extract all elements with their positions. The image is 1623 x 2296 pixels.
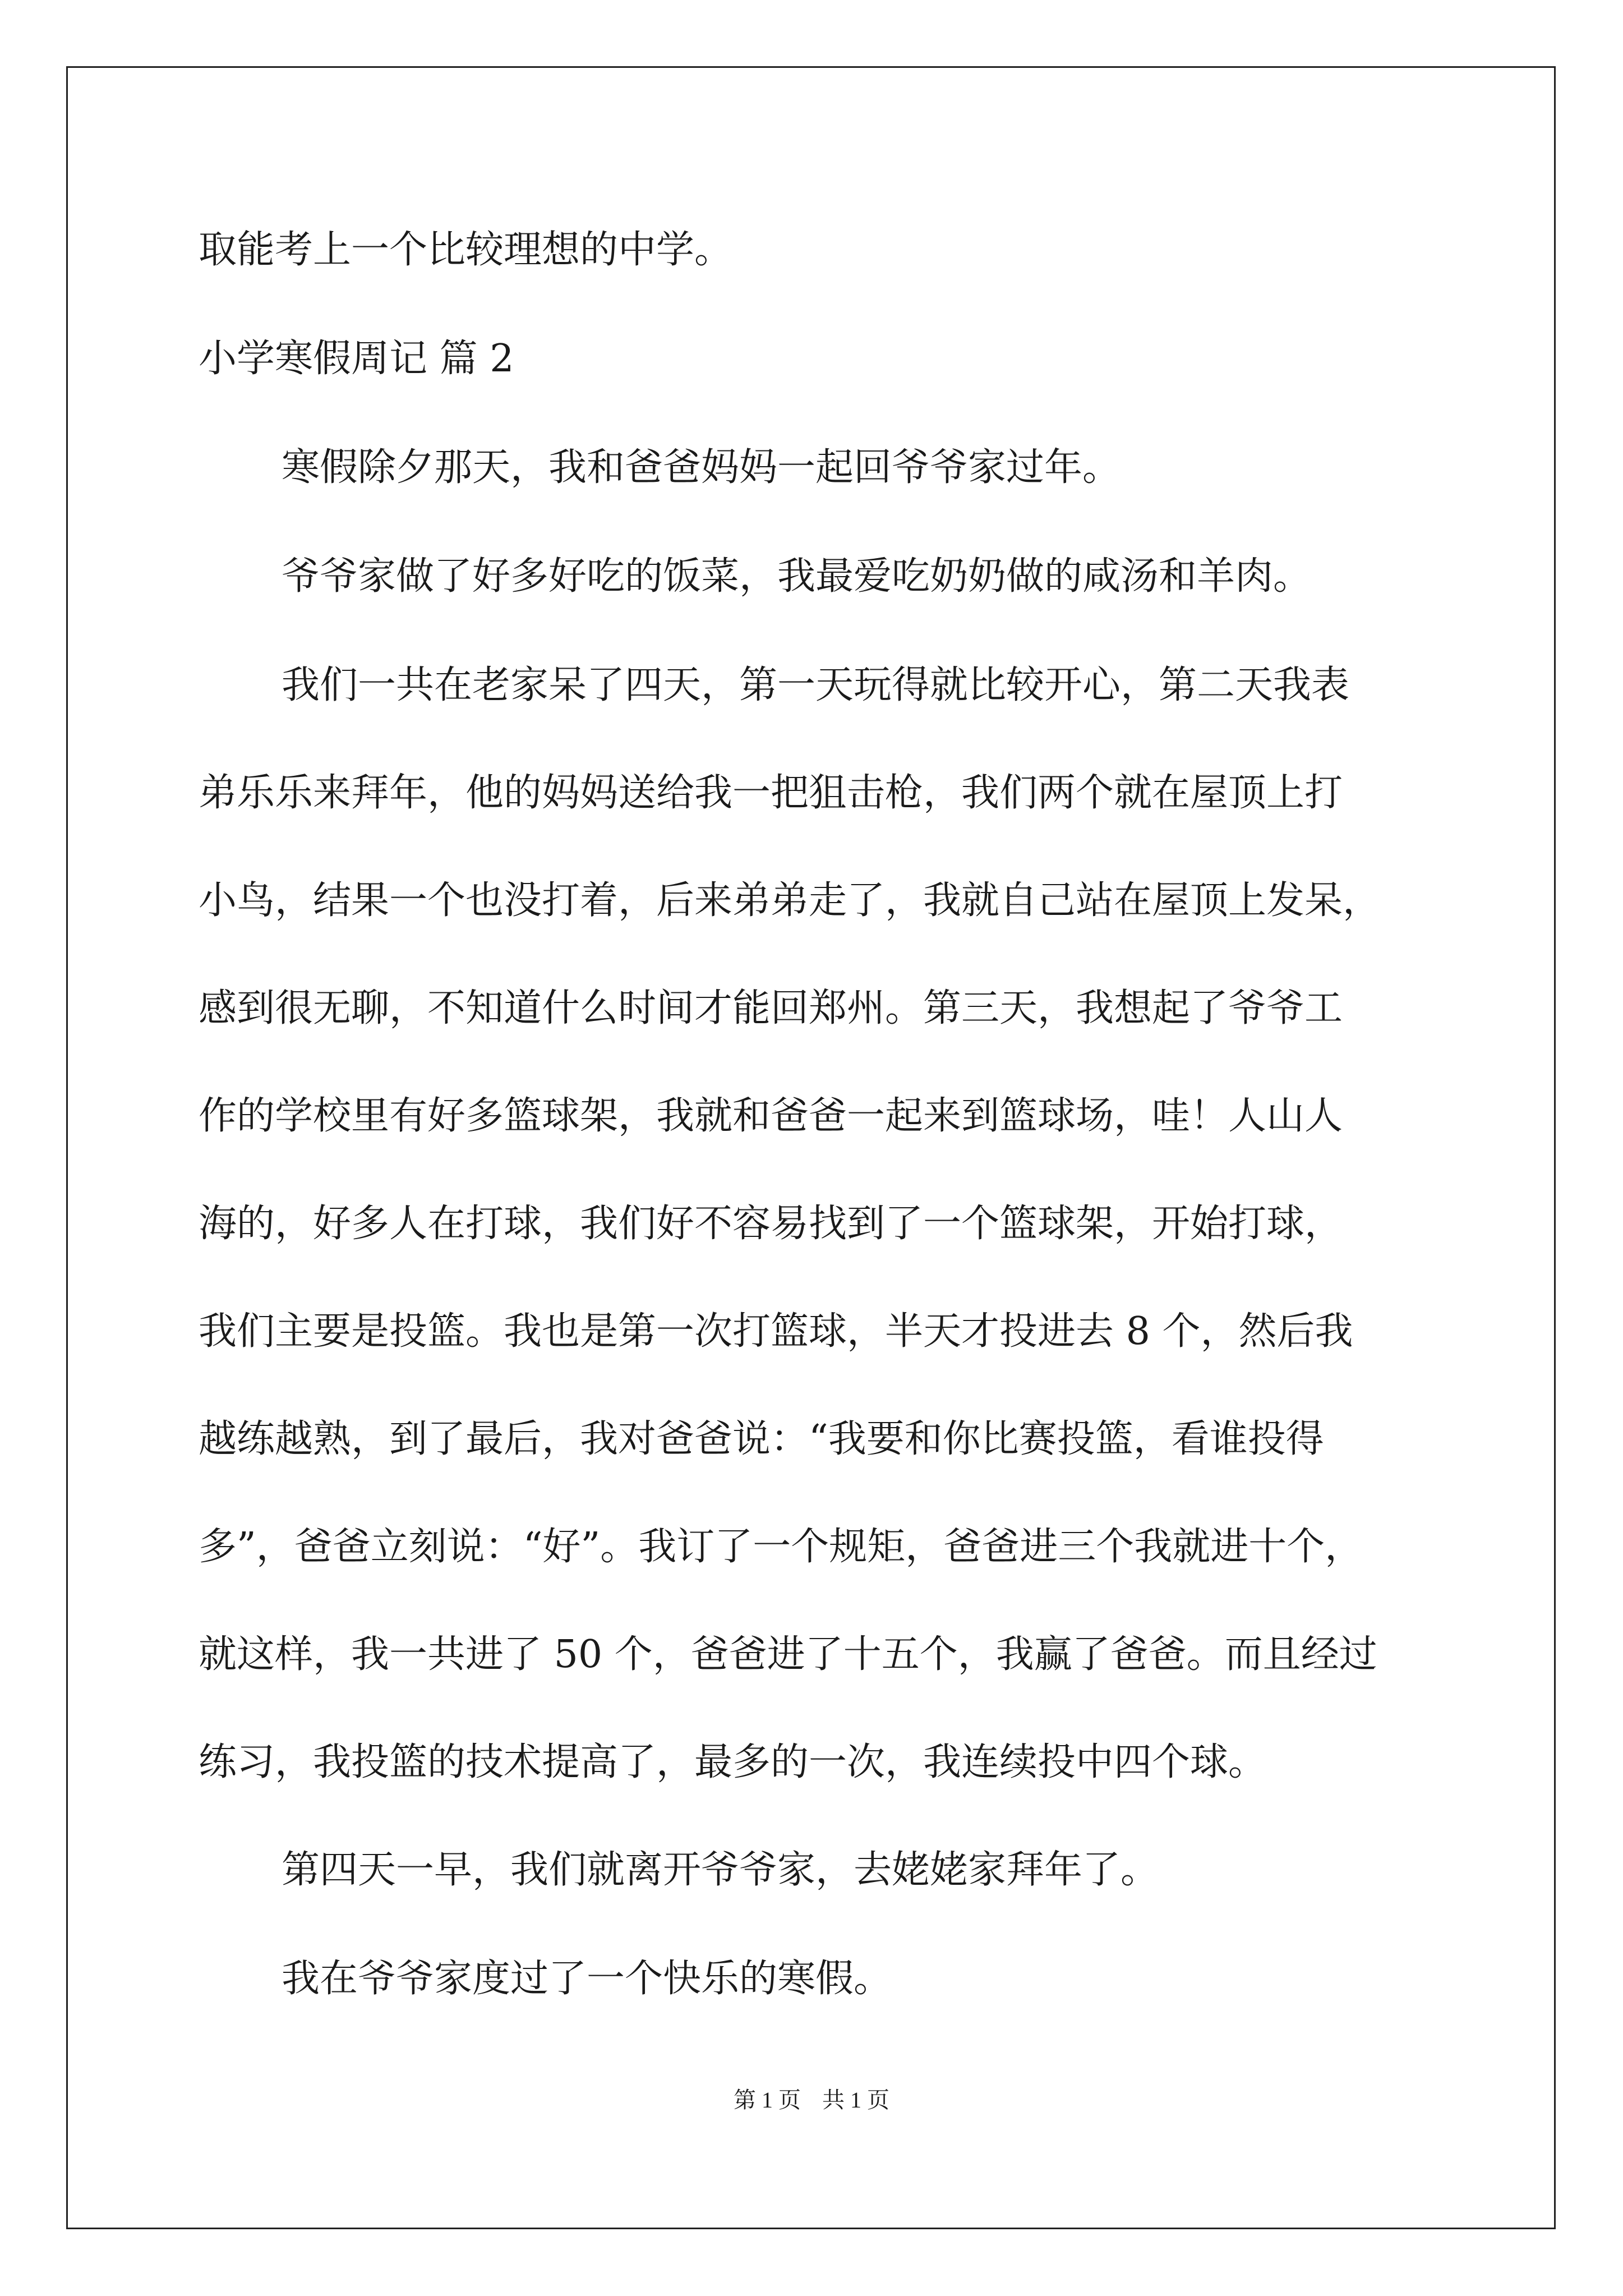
paragraph-line: 感到很无聊，不知道什么时间才能回郑州。第三天，我想起了爷爷工	[199, 986, 1343, 1030]
paragraph-line: 作的学校里有好多篮球架，我就和爸爸一起来到篮球场，哇！人山人	[199, 1094, 1343, 1138]
paragraph-line: 越练越熟，到了最后，我对爸爸说：“我要和你比赛投篮，看谁投得	[199, 1417, 1324, 1461]
paragraph-line: 我们一共在老家呆了四天，第一天玩得就比较开心，第二天我表	[282, 663, 1350, 707]
paragraph-line: 爷爷家做了好多好吃的饭菜，我最爱吃奶奶做的咸汤和羊肉。	[282, 554, 1312, 599]
paragraph-line: 第四天一早，我们就离开爷爷家，去姥姥家拜年了。	[282, 1848, 1159, 1892]
paragraph-line: 海的，好多人在打球，我们好不容易找到了一个篮球架，开始打球，	[199, 1202, 1343, 1246]
page-total: 共 1 页	[822, 2087, 889, 2113]
paragraph-line: 就这样，我一共进了 50 个，爸爸进了十五个，我赢了爸爸。而且经过	[199, 1632, 1377, 1677]
page-footer	[0, 2089, 1623, 2111]
paragraph-line: 练习，我投篮的技术提高了，最多的一次，我连续投中四个球。	[199, 1740, 1267, 1784]
paragraph-line: 我们主要是投篮。我也是第一次打篮球，半天才投进去 8 个，然后我	[199, 1309, 1353, 1354]
paragraph-line: 多”，爸爸立刻说：“好”。我订了一个规矩，爸爸进三个我就进十个，	[199, 1525, 1363, 1569]
paragraph-line: 小鸟，结果一个也没打着，后来弟弟走了，我就自己站在屋顶上发呆，	[199, 878, 1381, 923]
paragraph-line: 我在爷爷家度过了一个快乐的寒假。	[282, 1957, 892, 2001]
paragraph-line: 弟乐乐来拜年，他的妈妈送给我一把狙击枪，我们两个就在屋顶上打	[199, 771, 1343, 815]
page-border	[66, 66, 1556, 2229]
page-number: 第 1 页	[734, 2087, 801, 2113]
paragraph-line: 取能考上一个比较理想的中学。	[199, 228, 733, 272]
section-heading: 小学寒假周记 篇 2	[199, 337, 514, 381]
paragraph-line: 寒假除夕那天，我和爸爸妈妈一起回爷爷家过年。	[282, 445, 1121, 490]
